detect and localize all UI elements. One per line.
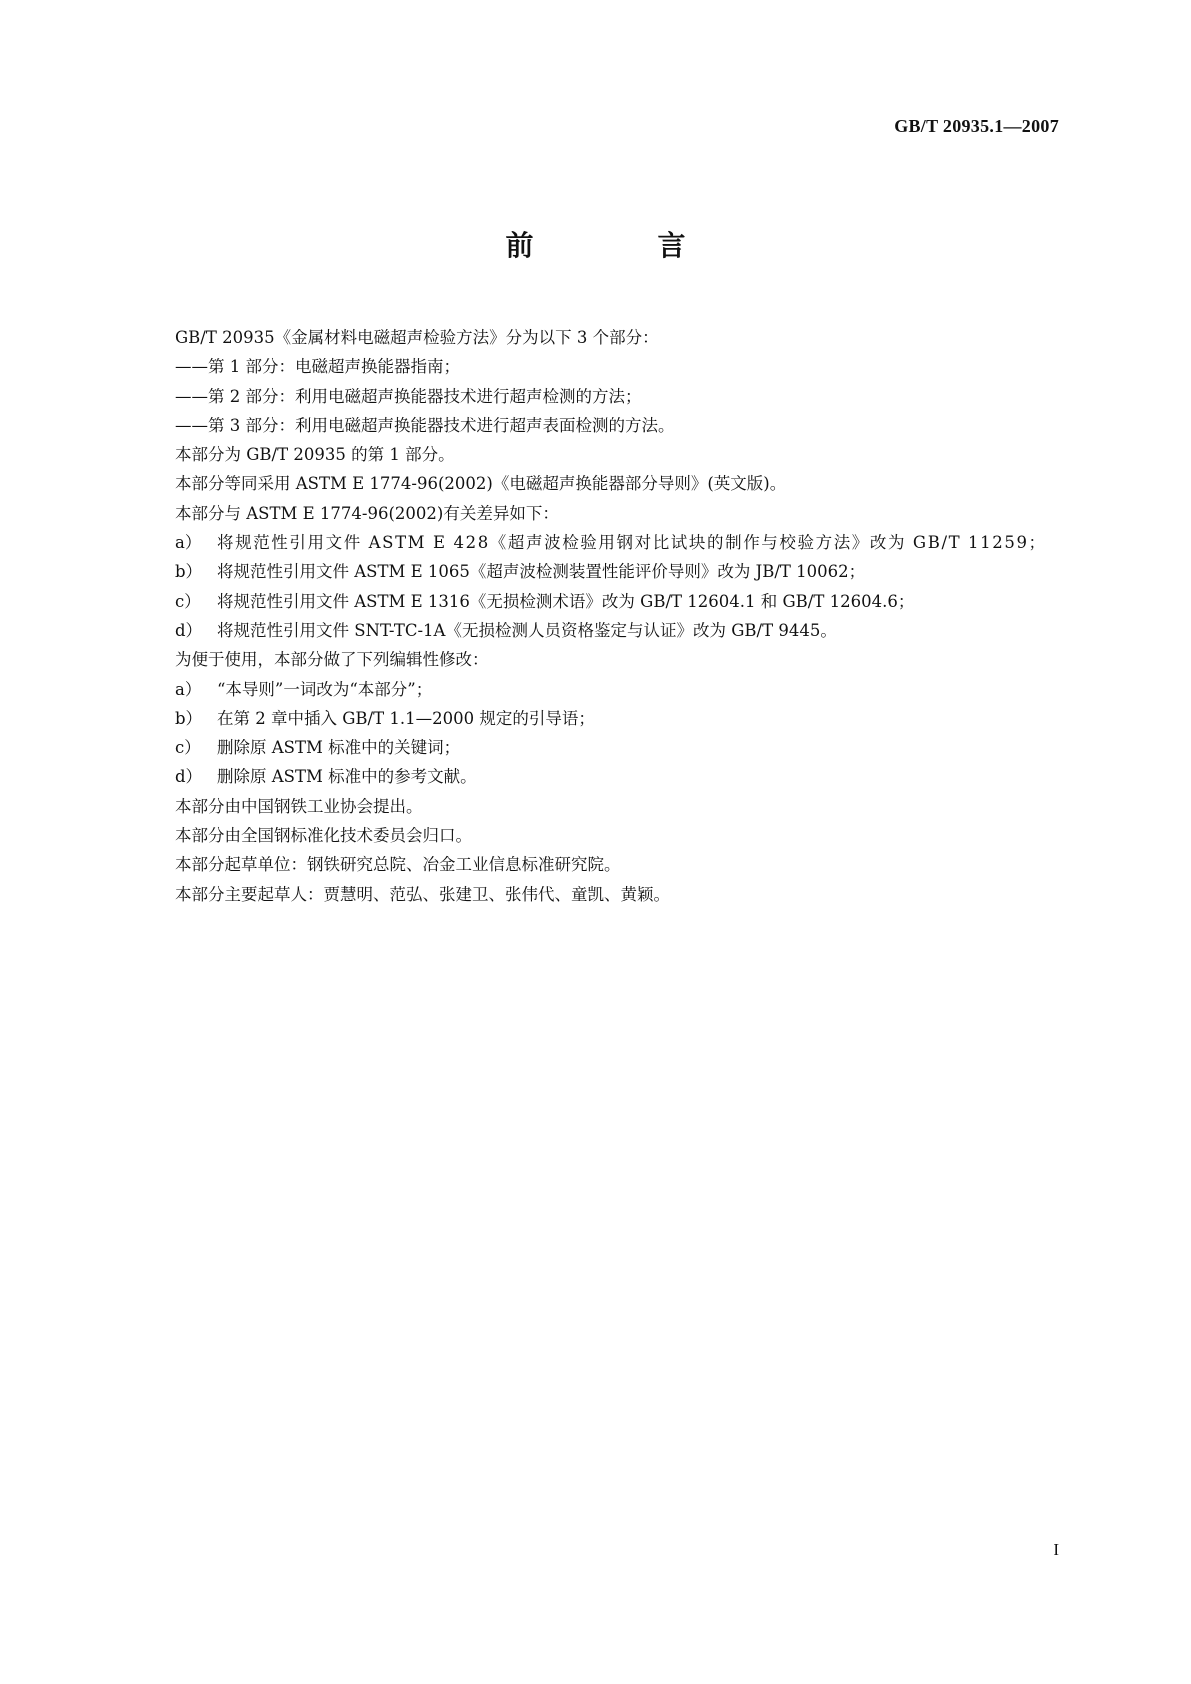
page-number: I — [1053, 1540, 1059, 1559]
list-marker: b） — [175, 562, 203, 582]
part-list-item: ——第 2 部分：利用电磁超声换能器技术进行超声检测的方法； — [175, 386, 642, 406]
list-marker: c） — [175, 591, 201, 611]
edits-intro: 为便于使用，本部分做了下列编辑性修改： — [175, 650, 489, 670]
edit-item — [175, 733, 1059, 762]
list-marker: a） — [175, 533, 202, 553]
adoption-paragraph: 本部分等同采用 ASTM E 1774-96(2002)《电磁超声换能器部分导则》(英文版)。 — [175, 474, 787, 494]
difference-item — [175, 616, 1059, 645]
list-marker: d） — [175, 620, 203, 640]
list-text: 将规范性引用文件 ASTM E 1316《无损检测术语》改为 GB/T 12604.1 和 GB/T 12604.6； — [217, 591, 915, 611]
document-code: GB/T 20935.1—2007 — [894, 116, 1059, 136]
differences-intro: 本部分与 ASTM E 1774-96(2002)有关差异如下： — [175, 503, 559, 523]
intro-paragraph: GB/T 20935《金属材料电磁超声检验方法》分为以下 3 个部分： — [175, 328, 659, 347]
difference-item — [175, 587, 1059, 616]
difference-item — [175, 528, 1059, 557]
list-text: 在第 2 章中插入 GB/T 1.1—2000 规定的引导语； — [217, 708, 595, 728]
part-list-item: ——第 3 部分：利用电磁超声换能器技术进行超声表面检测的方法。 — [175, 415, 675, 435]
list-text: 将规范性引用文件 ASTM E 428《超声波检验用钢对比试块的制作与校验方法》改为 GB/T 11259； — [217, 533, 1047, 553]
edit-item — [175, 762, 1059, 791]
list-text: 将规范性引用文件 ASTM E 1065《超声波检测装置性能评价导则》改为 JB/T 10062； — [217, 562, 866, 582]
list-marker: b） — [175, 708, 203, 728]
list-marker: c） — [175, 738, 201, 758]
list-marker: a） — [175, 679, 202, 699]
drafters-paragraph: 本部分主要起草人：贾慧明、范弘、张建卫、张伟代、童凯、黄颖。 — [175, 884, 670, 904]
list-marker: d） — [175, 767, 203, 787]
difference-item — [175, 557, 1059, 586]
list-text: “本导则”一词改为“本部分”； — [217, 679, 433, 699]
this-part-paragraph: 本部分为 GB/T 20935 的第 1 部分。 — [175, 445, 455, 465]
proposed-by-paragraph: 本部分由中国钢铁工业协会提出。 — [175, 796, 423, 816]
edit-item — [175, 675, 1059, 704]
list-text: 删除原 ASTM 标准中的参考文献。 — [217, 767, 477, 787]
managed-by-paragraph: 本部分由全国钢标准化技术委员会归口。 — [175, 826, 472, 846]
list-text: 删除原 ASTM 标准中的关键词； — [217, 738, 461, 758]
part-list-item: ——第 1 部分：电磁超声换能器指南； — [175, 357, 460, 377]
edit-item — [175, 704, 1059, 733]
page-title: 前 言 — [505, 229, 734, 262]
foreword-body — [175, 323, 1059, 909]
list-text: 将规范性引用文件 SNT-TC-1A《无损检测人员资格鉴定与认证》改为 GB/T 9445。 — [217, 620, 837, 640]
drafting-units-paragraph: 本部分起草单位：钢铁研究总院、冶金工业信息标准研究院。 — [175, 855, 621, 875]
